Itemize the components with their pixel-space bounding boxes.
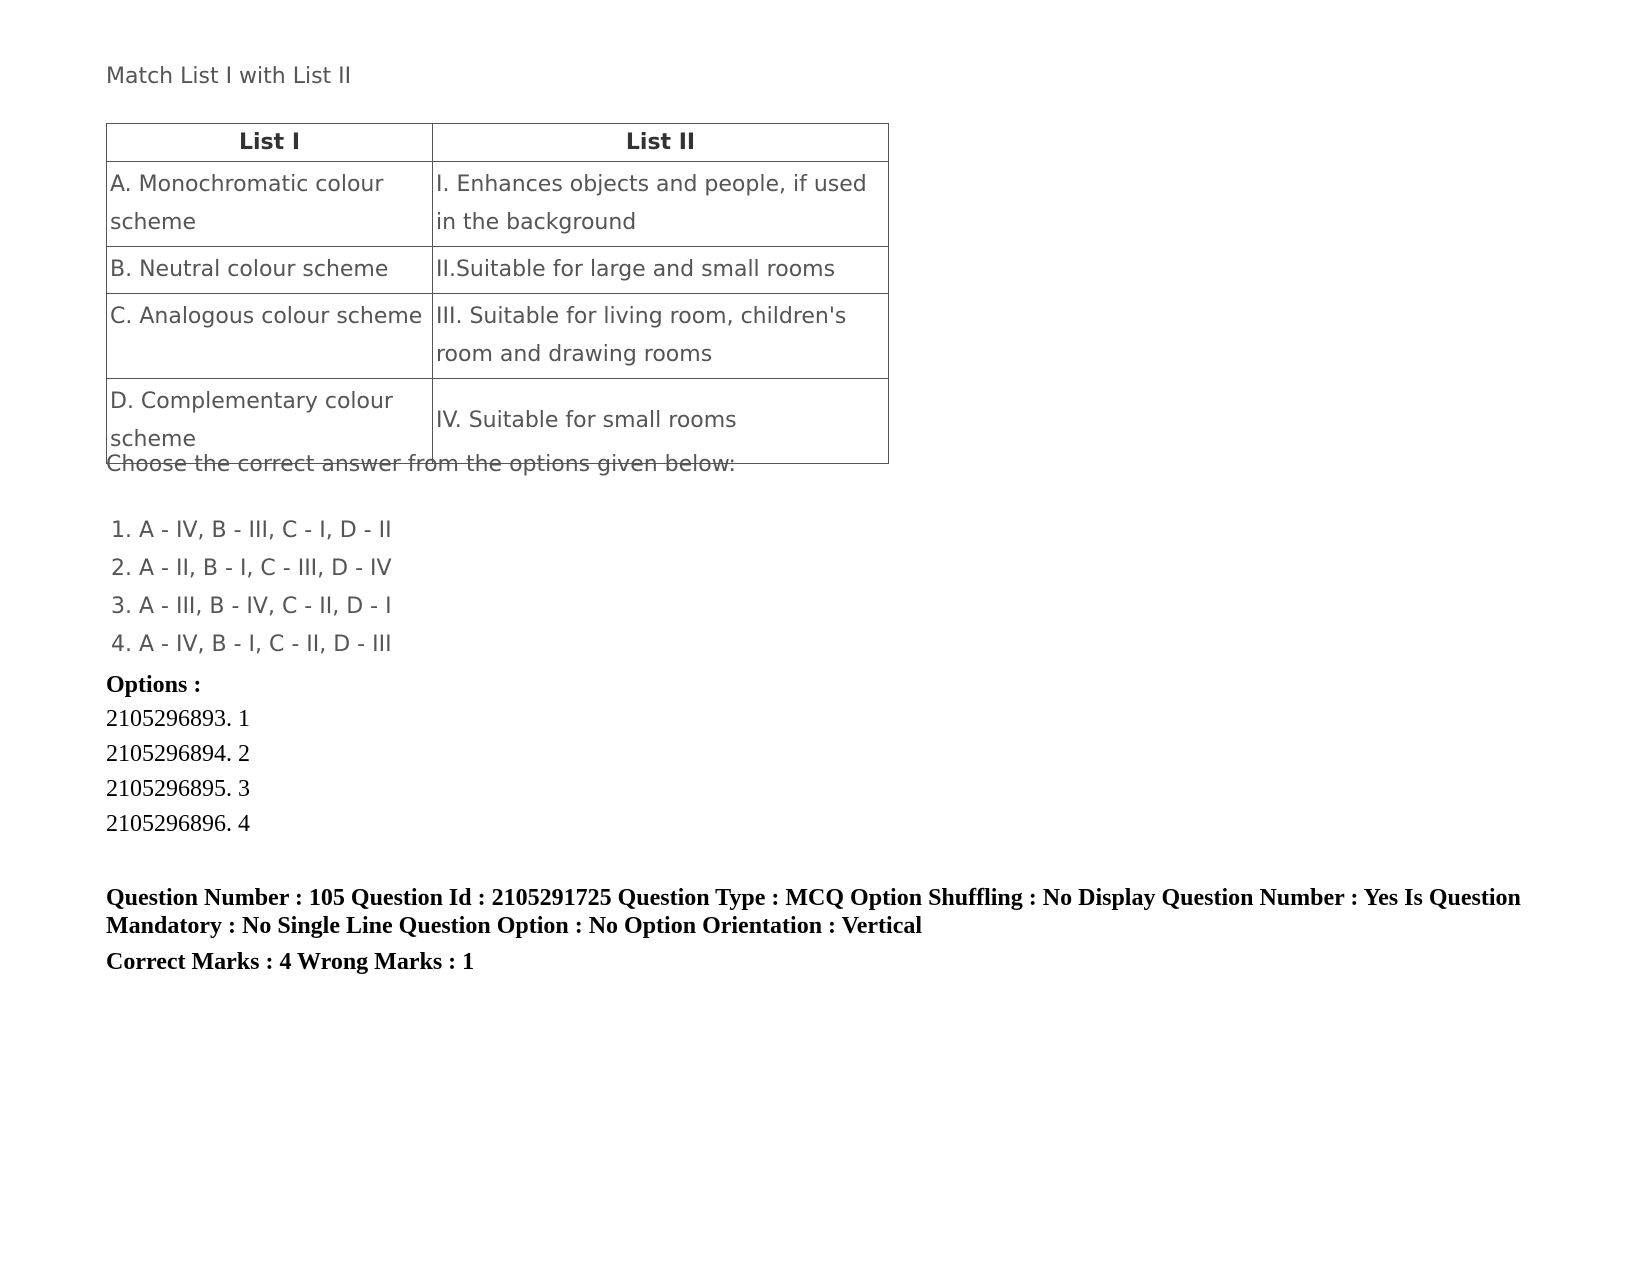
question-prompt: Match List I with List II — [106, 64, 352, 89]
list-1-header: List I — [107, 124, 433, 162]
answer-choice: 4. A - IV, B - I, C - II, D - III — [111, 632, 392, 657]
table-row — [107, 162, 889, 247]
list-2-cell: IV. Suitable for small rooms — [433, 379, 889, 464]
option-item: 2105296894. 2 — [106, 741, 250, 767]
list-2-cell: II.Suitable for large and small rooms — [433, 247, 889, 294]
list-2-cell: I. Enhances objects and people, if used in the background — [433, 162, 889, 247]
option-item: 2105296896. 4 — [106, 811, 250, 837]
table-row — [107, 247, 889, 294]
answer-choice-list — [106, 512, 392, 664]
options-label: Options : — [106, 672, 202, 698]
table-header-row — [107, 124, 889, 162]
list-1-cell: A. Monochromatic colour scheme — [107, 162, 433, 247]
list-2-cell: III. Suitable for living room, children's room and drawing rooms — [433, 294, 889, 379]
table-row — [107, 294, 889, 379]
option-item: 2105296893. 1 — [106, 706, 250, 732]
table-row — [107, 379, 889, 464]
match-table — [106, 123, 889, 464]
marks-info: Correct Marks : 4 Wrong Marks : 1 — [106, 949, 475, 975]
answer-choice: 2. A - II, B - I, C - III, D - IV — [111, 556, 392, 581]
option-item: 2105296895. 3 — [106, 776, 250, 802]
answer-choice: 1. A - IV, B - III, C - I, D - II — [111, 518, 392, 543]
answer-choice: 3. A - III, B - IV, C - II, D - I — [111, 594, 392, 619]
list-1-cell: C. Analogous colour scheme — [107, 294, 433, 379]
list-1-cell: B. Neutral colour scheme — [107, 247, 433, 294]
question-metadata: Question Number : 105 Question Id : 2105291725 Question Type : MCQ Option Shuffling : No Display Question Number : Yes Is Question Mandatory : No Single Line Question Option : No Option Orientation : Vertical — [106, 885, 1521, 939]
answer-instruction: Choose the correct answer from the options given below: — [106, 452, 736, 477]
list-1-cell: D. Complementary colour scheme — [107, 379, 433, 464]
list-2-header: List II — [433, 124, 889, 162]
options-block — [106, 668, 250, 842]
